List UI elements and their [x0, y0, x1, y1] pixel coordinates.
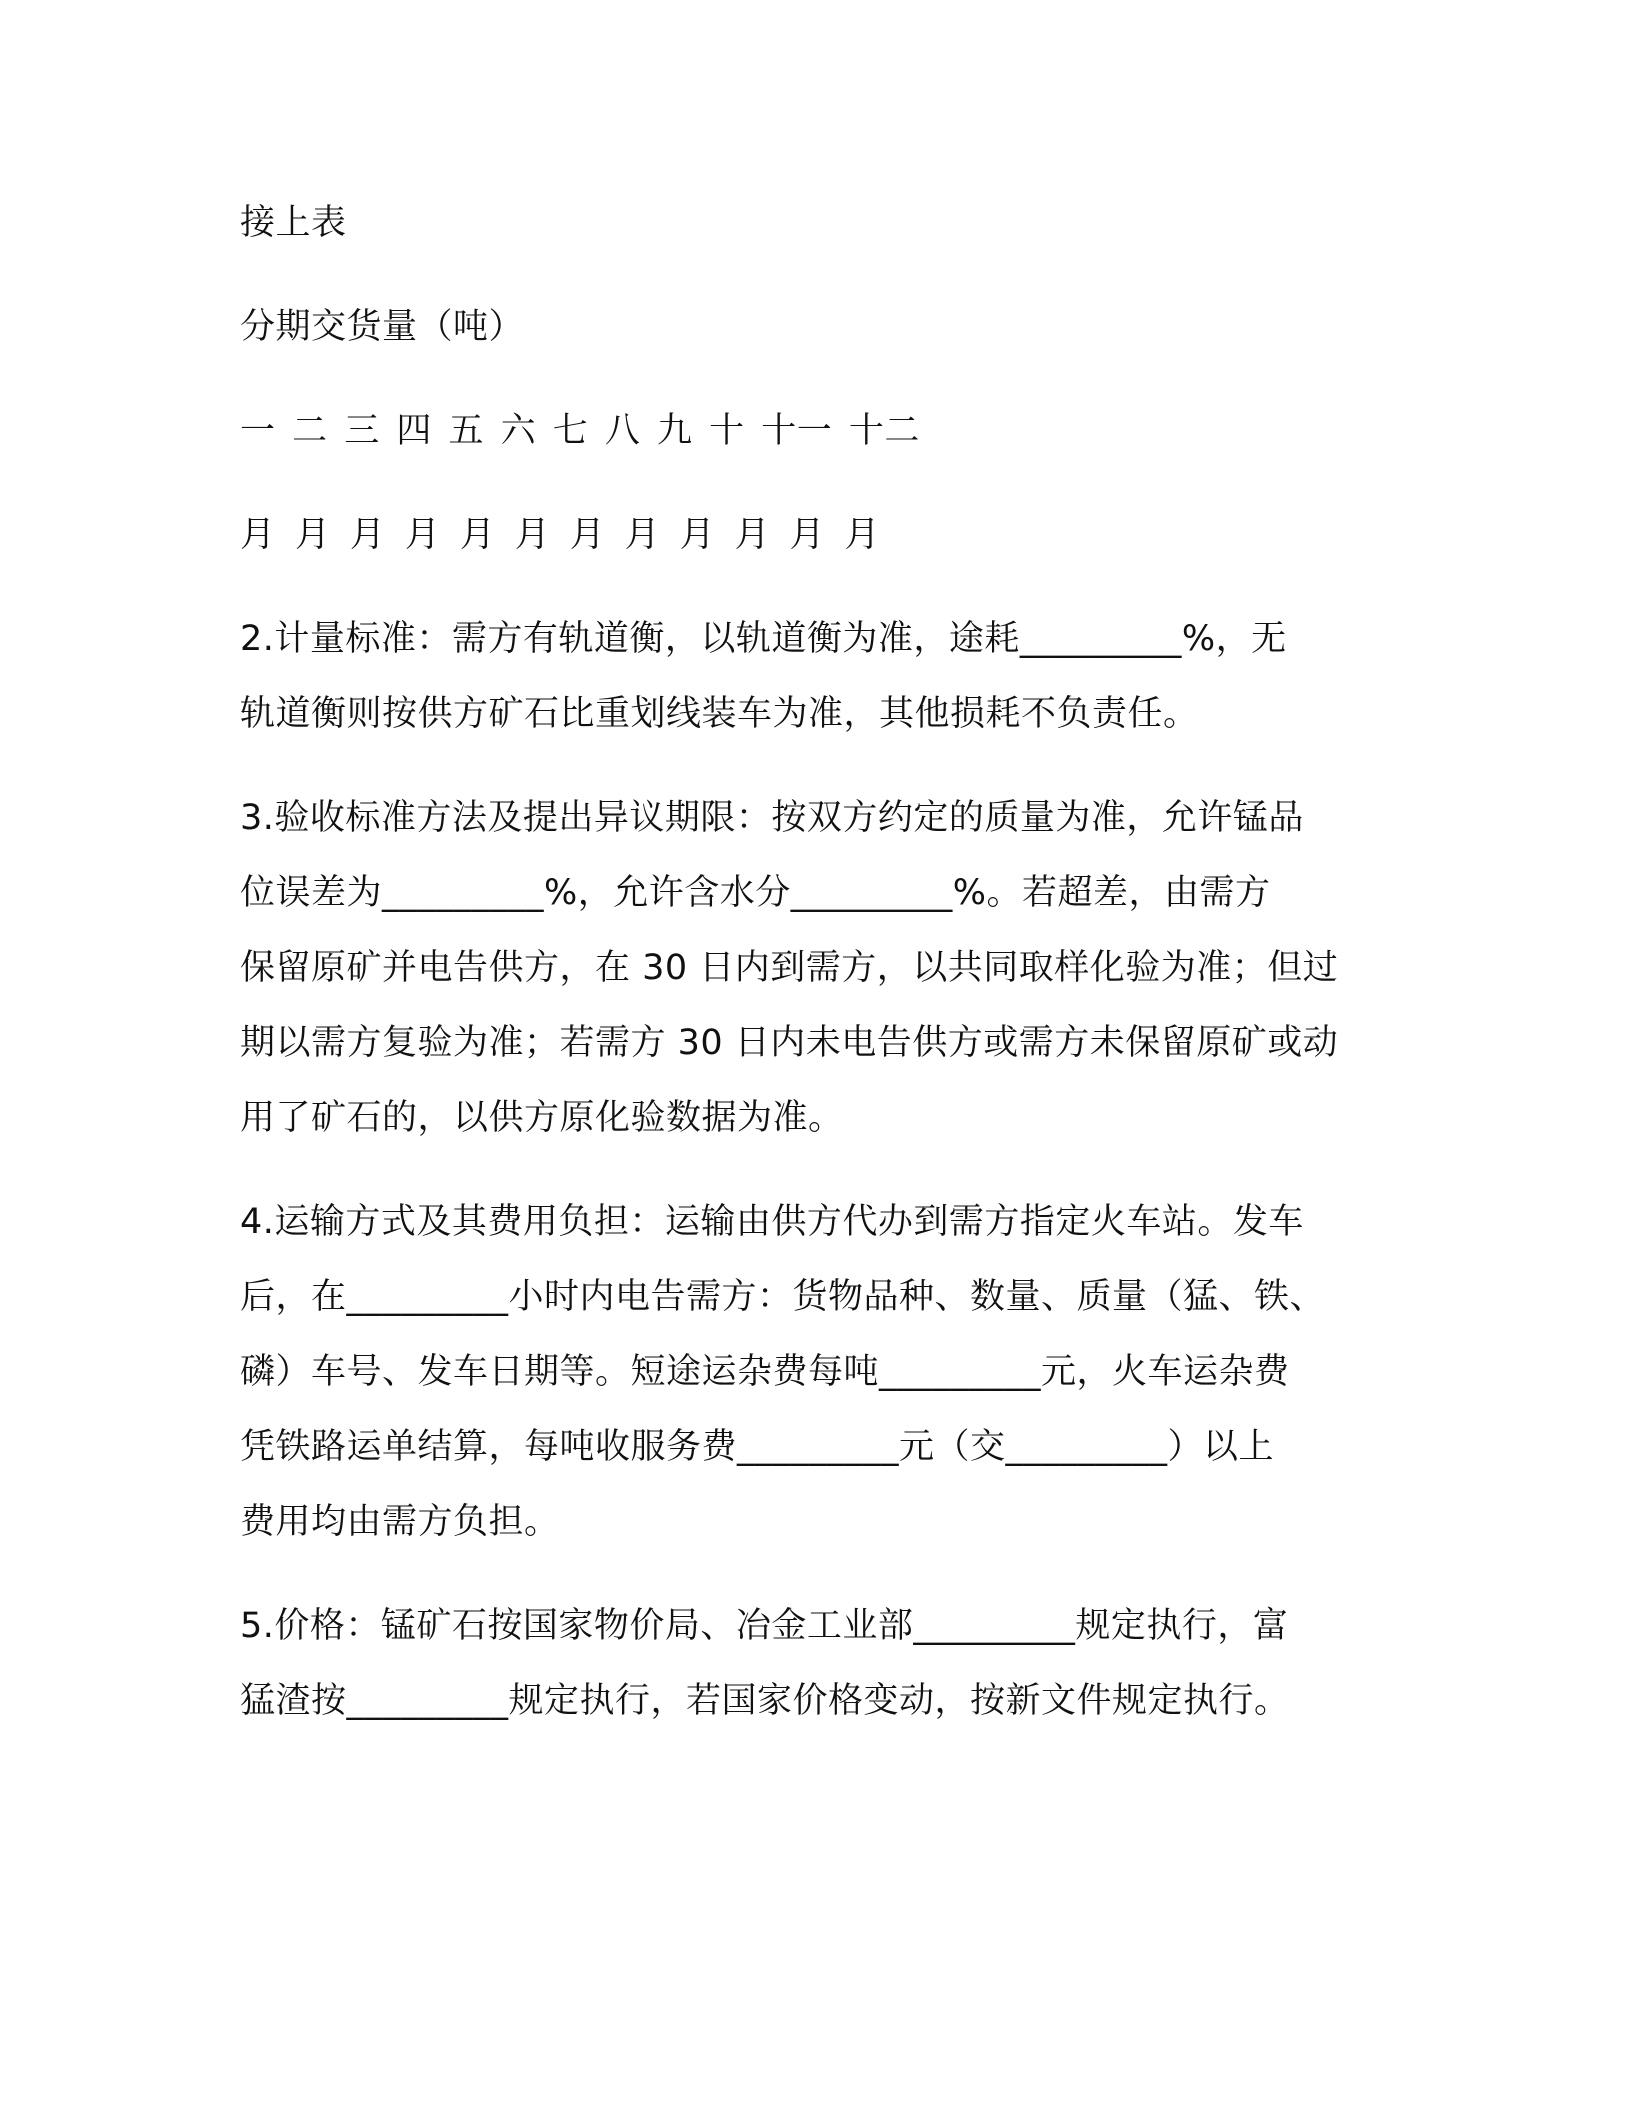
month-unit: 月	[240, 515, 276, 555]
month-unit: 月	[734, 515, 771, 555]
clause-4-line-1: 4.运输方式及其费用负担：运输由供方代办到需方指定火车站。发车	[240, 1202, 1304, 1242]
month-number: 五	[448, 411, 485, 451]
month-number: 三	[344, 411, 380, 451]
continued-text: 接上表	[240, 203, 347, 243]
month-unit: 月	[569, 515, 606, 555]
month-number: 九	[657, 411, 693, 451]
clause-4-transport	[240, 1185, 1400, 1560]
clause-2-metering	[240, 602, 1400, 752]
clause-3-acceptance	[240, 781, 1400, 1156]
clause-3-line-4: 期以需方复验为准；若需方 30 日内未电告供方或需方未保留原矿或动	[240, 1023, 1339, 1063]
installment-title	[240, 290, 1400, 365]
clause-5-line-1: 5.价格：锰矿石按国家物价局、冶金工业部_________规定执行，富	[240, 1606, 1289, 1646]
months-unit-row	[240, 498, 1400, 573]
clause-2-line-2: 轨道衡则按供方矿石比重划线装车为准，其他损耗不负责任。	[240, 694, 1199, 734]
month-unit: 月	[789, 515, 826, 555]
months-number-cells	[240, 394, 920, 469]
month-number: 四	[396, 411, 432, 451]
month-unit: 月	[679, 515, 716, 555]
month-unit: 月	[624, 515, 661, 555]
month-unit: 月	[844, 515, 880, 555]
month-unit: 月	[459, 515, 496, 555]
months-unit-cells	[240, 498, 880, 573]
clause-3-line-5: 用了矿石的，以供方原化验数据为准。	[240, 1098, 844, 1138]
month-unit: 月	[514, 515, 551, 555]
month-unit: 月	[404, 515, 441, 555]
month-unit: 月	[294, 515, 331, 555]
clause-4-line-2: 后，在_________小时内电告需方：货物品种、数量、质量（猛、铁、	[240, 1277, 1326, 1317]
month-unit: 月	[349, 515, 386, 555]
installment-title-text: 分期交货量（吨）	[240, 307, 525, 347]
clause-5-price	[240, 1589, 1400, 1739]
months-number-row	[240, 394, 1400, 469]
clause-2-line-1: 2.计量标准：需方有轨道衡，以轨道衡为准，途耗_________%，无	[240, 619, 1287, 659]
clause-5-line-2: 猛渣按_________规定执行，若国家价格变动，按新文件规定执行。	[240, 1681, 1290, 1721]
clause-4-line-4: 凭铁路运单结算，每吨收服务费_________元（交_________）以上	[240, 1427, 1275, 1467]
clause-4-line-5: 费用均由需方负担。	[240, 1502, 560, 1542]
month-number: 六	[500, 411, 537, 451]
month-number: 一	[240, 411, 276, 451]
month-number: 七	[552, 411, 589, 451]
clause-3-line-3: 保留原矿并电告供方，在 30 日内到需方，以共同取样化验为准；但过	[240, 948, 1339, 988]
clause-3-line-1: 3.验收标准方法及提出异议期限：按双方约定的质量为准，允许锰品	[240, 798, 1304, 838]
month-number: 二	[292, 411, 328, 451]
continued-heading	[240, 186, 1400, 261]
month-number: 十二	[848, 411, 920, 451]
clause-4-line-3: 磷）车号、发车日期等。短途运杂费每吨_________元，火车运杂费	[240, 1352, 1290, 1392]
month-number: 八	[604, 411, 641, 451]
month-number: 十	[709, 411, 745, 451]
clause-3-line-2: 位误差为_________%，允许含水分_________%。若超差，由需方	[240, 873, 1271, 913]
month-number: 十一	[761, 411, 833, 451]
document-body	[240, 186, 1400, 1739]
